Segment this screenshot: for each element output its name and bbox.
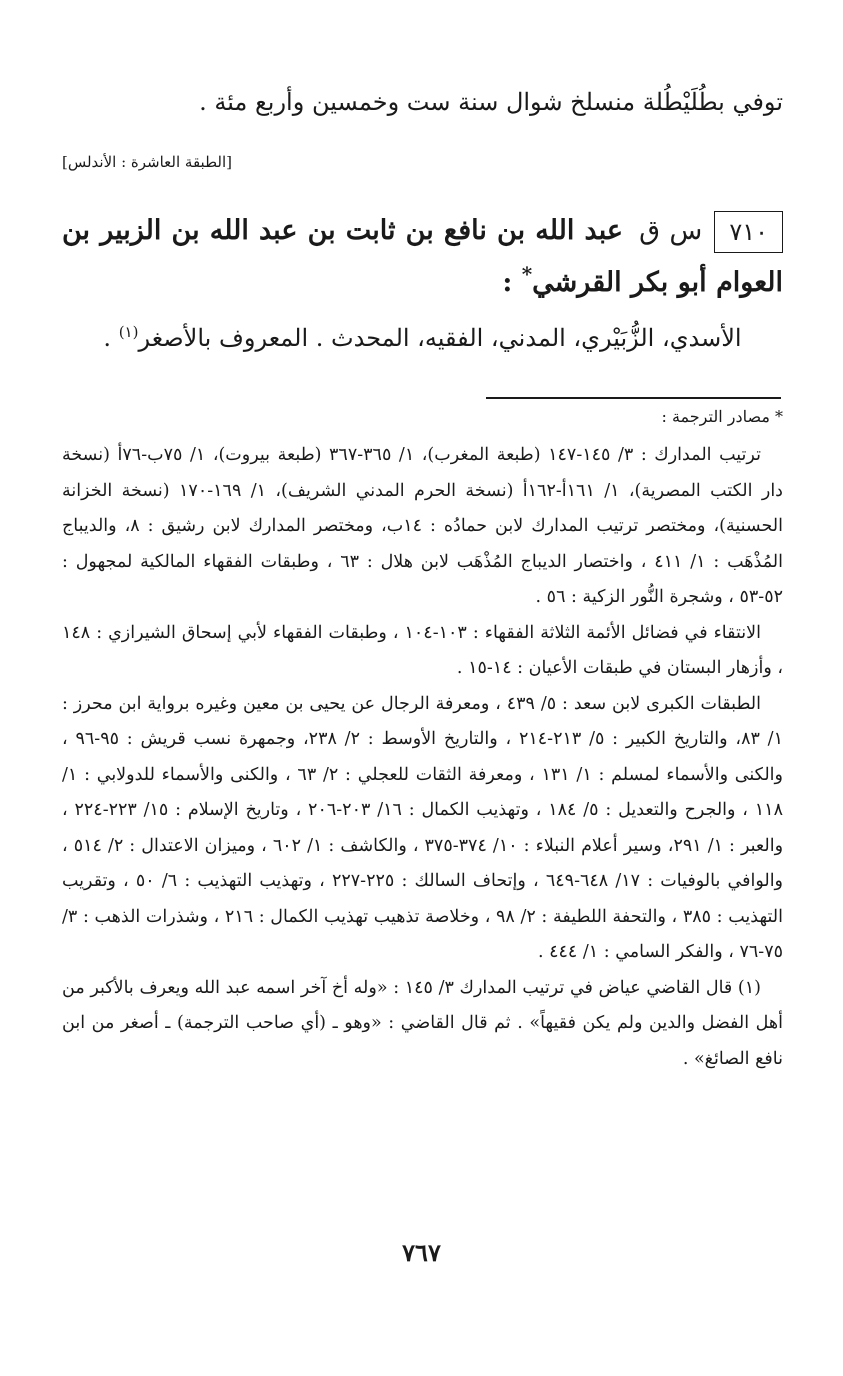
entry-number-box: ٧١٠ [714,211,783,253]
entry-star: * [521,262,533,286]
tabaqa-label: [الطبقة العاشرة : الأندلس] [62,153,232,171]
page-number: ٧٦٧ [402,1238,441,1267]
sources-paragraph-1: ترتيب المدارك : ٣/ ١٤٥-١٤٧ (طبعة المغرب)، ١/ ٣٦٥-٣٦٧ (طبعة بيروت)، ١/ ٧٥ب-٧٦أ (نسخة دار الكتب المصرية)، ١/ ١٦١أ-١٦٢أ (نسخة الحرم المدني الشريف)، ١/ ١٦٩-١٧٠ (نسخة الخزانة الحسنية)، ومختصر ترتيب المدارك لابن حمادُه : ١٤ب، ومختصر المدارك لابن رشيق : ٨، والديباج المُذْهَب : ١/ ٤١١ ، واختصار الديباج المُذْهَب لابن هلال : ٦٣ ، وطبقات الفقهاء المالكية لمجهول : ٥٢-٥٣ ، وشجرة النُّور الزكية : ٥٦ . [62,445,784,607]
entry-name: عبد الله بن نافع بن ثابت بن عبد الله بن الزبير بن العوام أبو بكر القرشي [62,215,783,298]
sources-paragraph-2: الانتقاء في فضائل الأئمة الثلاثة الفقهاء : ١٠٣-١٠٤ ، وطبقات الفقهاء لأبي إسحاق الشيرازي : ١٤٨ ، وأزهار البستان في طبقات الأعيان : ١٤-١٥ . [62,622,783,678]
entry-heading [62,205,783,309]
footnote-1: (١) قال القاضي عياض في ترتيب المدارك ٣/ ١٤٥ : «وله أخ آخر اسمه عبد الله ويعرف بالأكبر من أهل الفضل والدين ولم يكن فقيهاً» . ثم قال القاضي : «وهو ـ (أي صاحب الترجمة) ـ أصغر من ابن نافع الصائغ» . [62,977,783,1069]
entry-colon: : [502,267,522,298]
entry-description [62,318,783,358]
entry-end-dot: . [103,324,119,352]
footnotes-block [62,438,783,1077]
sources-label: * مصادر الترجمة : [661,407,783,426]
sources-paragraph-3: الطبقات الكبرى لابن سعد : ٥/ ٤٣٩ ، ومعرفة الرجال عن يحيى بن معين وغيره برواية ابن محرز : ١/ ٨٣، والتاريخ الكبير : ٥/ ٢١٣-٢١٤ ، والتاريخ الأوسط : ٢/ ٢٣٨، وجمهرة نسب قريش : ٩٥-٩٦ ، والكنى والأسماء لمسلم : ١/ ١٣١ ، ومعرفة الثقات للعجلي : ٢/ ٦٣ ، والكنى والأسماء للدولابي : ١/ ١١٨ ، والجرح والتعديل : ٥/ ١٨٤ ، وتهذيب الكمال : ١٦/ ٢٠٣-٢٠٦ ، وتاريخ الإسلام : ١٥/ ٢٢٣-٢٢٤ ، والعبر : ١/ ٢٩١، وسير أعلام النبلاء : ١٠/ ٣٧٤-٣٧٥ ، والكاشف : ١/ ٦٠٢ ، وميزان الاعتدال : ٢/ ٥١٤ ، والوافي بالوفيات : ١٧/ ٦٤٨-٦٤٩ ، وإتحاف السالك : ٢٢٥-٢٢٧ ، وتهذيب التهذيب : ٦/ ٥٠ ، وتقريب التهذيب : ٣٨٥ ، والتحفة اللطيفة : ٢/ ٩٨ ، وخلاصة تذهيب تهذيب الكمال : ٢١٦ ، وشذرات الذهب : ٣/ ٧٥-٧٦ ، والفكر السامي : ١/ ٤٤٤ . [62,693,784,962]
footnote-reference: (١) [118,323,139,341]
footnote-separator [486,397,781,399]
previous-entry-end-line: توفي بطُلَيْطُلة منسلخ شوال سنة ست وخمسين وأربع مئة . [199,88,783,116]
entry-description-text: الأسدي، الزُّبَيْري، المدني، الفقيه، المحدث . المعروف بالأصغر [138,324,742,352]
entry-siglum: س ق [639,215,703,246]
